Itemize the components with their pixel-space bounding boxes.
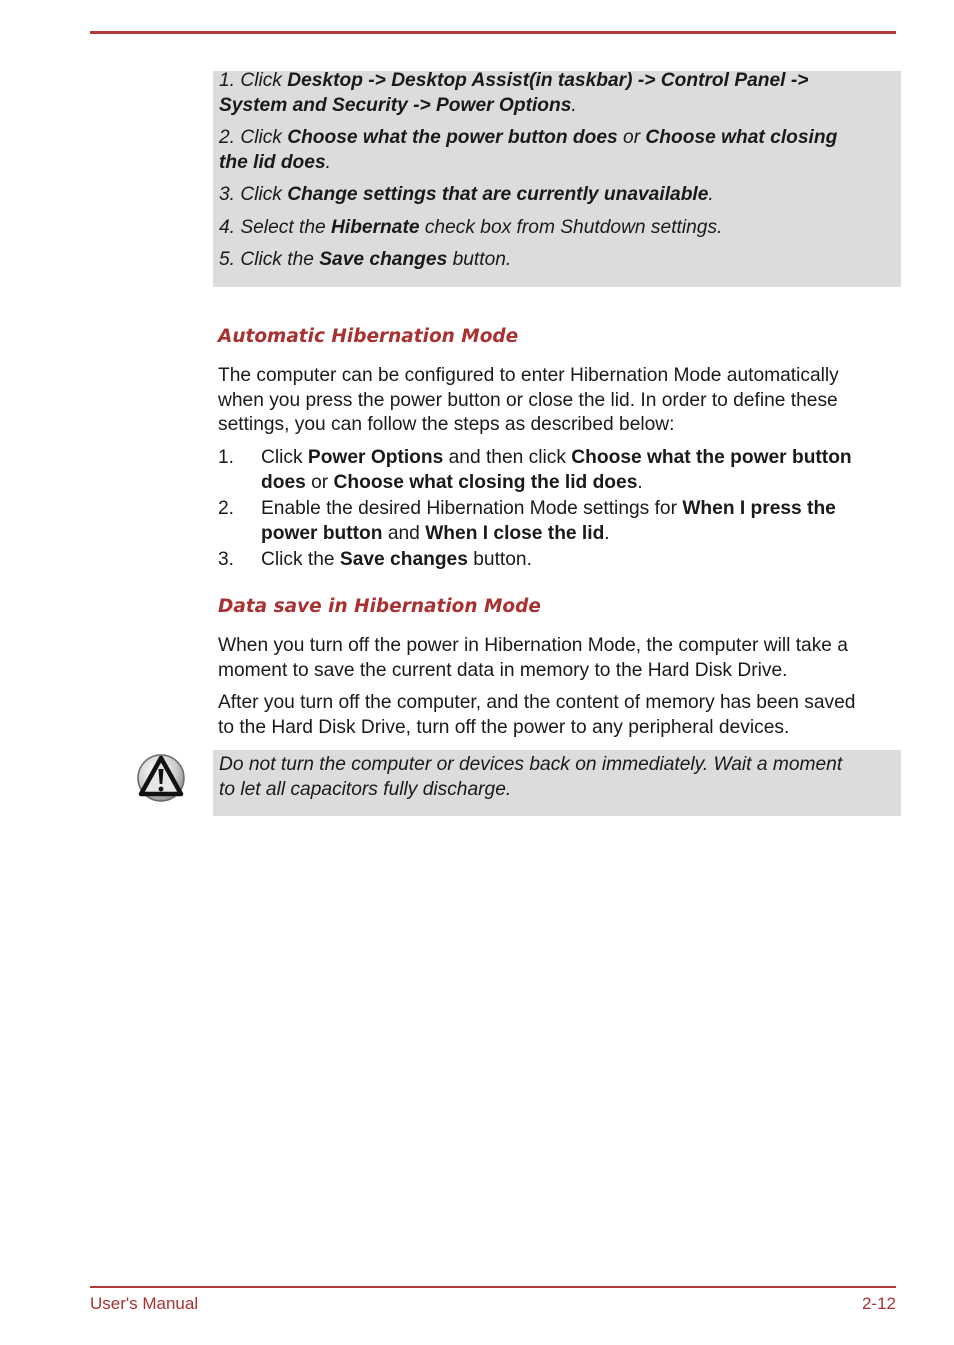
warning-icon (136, 752, 186, 804)
bottom-rule (90, 1286, 896, 1288)
paragraph-line: When you turn off the power in Hibernation Mode, the computer will take a (218, 635, 848, 656)
note-step-2: 2. Click Choose what the power button does or Choose what closing (219, 127, 838, 148)
warning-box (213, 750, 901, 816)
footer-title: User's Manual (90, 1294, 199, 1313)
note-step-3: 3. Click Change settings that are currently unavailable. (219, 184, 714, 205)
paragraph-line: when you press the power button or close the lid. In order to define these (218, 389, 838, 411)
paragraph-line: to the Hard Disk Drive, turn off the power to any peripheral devices. (218, 716, 790, 738)
paragraph-line: After you turn off the computer, and the content of memory has been saved (218, 692, 856, 713)
note-box-steps (213, 71, 901, 287)
section-heading-data-save: Data save in Hibernation Mode (218, 596, 541, 617)
note-step-5: 5. Click the Save changes button. (219, 249, 512, 270)
section-heading-automatic-hibernation: Automatic Hibernation Mode (218, 326, 519, 347)
note-step-1-cont: System and Security -> Power Options. (219, 94, 577, 116)
note-step-1: 1. Click Desktop -> Desktop Assist(in taskbar) -> Control Panel -> (219, 70, 809, 91)
list-item-number: 2. (218, 498, 235, 519)
warning-text: Do not turn the computer or devices back on immediately. Wait a moment (219, 754, 843, 775)
list-item: Click Power Options and then click Choose what the power button (261, 447, 852, 468)
top-rule (90, 31, 896, 34)
warning-text: to let all capacitors fully discharge. (219, 778, 512, 800)
note-step-4: 4. Select the Hibernate check box from Shutdown settings. (219, 217, 723, 238)
list-item: Click the Save changes button. (261, 549, 532, 570)
list-item: Enable the desired Hibernation Mode settings for When I press the (261, 498, 836, 519)
paragraph-line: The computer can be configured to enter Hibernation Mode automatically (218, 365, 839, 386)
list-item-cont: does or Choose what closing the lid does. (261, 471, 643, 493)
paragraph-line: settings, you can follow the steps as described below: (218, 414, 675, 435)
list-item-number: 1. (218, 447, 235, 468)
paragraph-line: moment to save the current data in memory to the Hard Disk Drive. (218, 659, 788, 681)
note-step-2-cont: the lid does. (219, 151, 331, 173)
list-item-number: 3. (218, 549, 235, 570)
list-item-cont: power button and When I close the lid. (261, 522, 610, 544)
page-number: 2-12 (861, 1294, 896, 1313)
